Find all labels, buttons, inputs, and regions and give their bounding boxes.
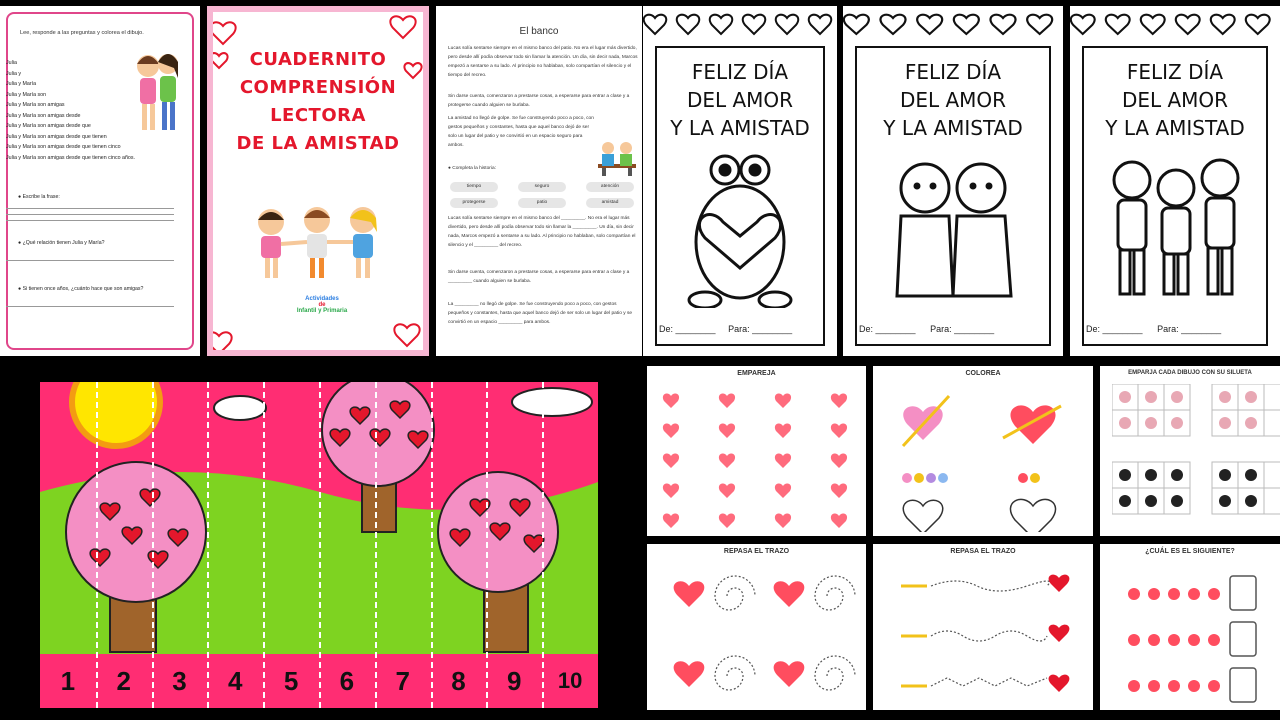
color-hearts-exercise	[893, 386, 1073, 532]
cover-title-line: LECTORA	[270, 105, 366, 126]
card-footer: De: ________ Para: ________	[1086, 324, 1222, 334]
complete-label: ● Completa la historia:	[448, 166, 496, 171]
puzzle-number: 10	[557, 668, 583, 693]
write-line	[6, 208, 174, 209]
cut-line	[431, 382, 433, 708]
activity-silhouette	[1100, 366, 1280, 536]
puzzle-number: 1	[60, 666, 76, 696]
question-write: ● Escribe la frase:	[18, 194, 60, 200]
brand-line: de	[318, 302, 326, 308]
activity-trace-spirals	[647, 544, 866, 710]
to-label: Para:	[930, 324, 952, 334]
cut-line	[542, 382, 544, 708]
activity-title: REPASA EL TRAZO	[723, 548, 790, 555]
reading-line: Julia y María son amigas desde	[6, 112, 81, 119]
from-label: De:	[659, 324, 674, 334]
reading-line: Julia y María son amigas desde que tienen cinco años.	[6, 154, 135, 161]
greeting-card-friends	[843, 6, 1063, 356]
puzzle-number: 5	[283, 666, 299, 696]
story-title: El banco	[519, 26, 559, 37]
write-line	[6, 214, 174, 215]
word-chip: patio	[518, 198, 566, 208]
cover-title-line: CUADERNITO	[249, 49, 387, 70]
brand-line: Infantil y Primaria	[296, 308, 348, 314]
puzzle-number: 4	[228, 666, 243, 696]
card-title-line: FELIZ DÍA	[1126, 60, 1224, 84]
card-title-line: Y LA AMISTAD	[670, 116, 810, 140]
card-title	[655, 58, 825, 142]
cover-title	[207, 46, 429, 158]
hearts-border	[643, 8, 841, 44]
cut-line	[263, 382, 265, 708]
spiral-tracing-exercise	[667, 566, 857, 706]
write-line	[6, 220, 174, 221]
line-tracing-exercise	[897, 566, 1077, 706]
word-chip: seguro	[518, 182, 566, 192]
reading-lines	[6, 58, 135, 163]
greeting-card-monster	[643, 6, 837, 356]
answer-line	[6, 306, 174, 307]
answer-line	[6, 260, 174, 261]
puzzle-number: 8	[451, 666, 466, 696]
puzzle-number: 9	[507, 666, 522, 696]
card-footer: De: ________ Para: ________	[659, 324, 793, 334]
brand-logo	[267, 296, 377, 314]
cover-title-line: COMPRENSIÓN	[239, 77, 397, 98]
three-kids-drawing	[1106, 154, 1246, 304]
fill-paragraph: Sin darse cuenta, comenzaron a prestarse cosas, a esperarse para entrar a clase y a _________ cuando alguien se burlaba.	[448, 270, 630, 284]
instruction-text: Lee, responde a las preguntas y colorea el dibujo.	[20, 30, 144, 36]
story-paragraph: Lucas solía sentarse siempre en el mismo banco del patio. No era el lugar más divertido, pero desde allí podía observar todo sin llamar la atención. Un día, sin decir nada, Marcos empezó a sentarse a su lado. Al principio no hablaban, solo compartían el silencio y el tiempo del recreo.	[448, 46, 638, 78]
card-title-line: FELIZ DÍA	[691, 60, 789, 84]
heart-pairs-grid	[657, 386, 857, 531]
puzzle-number: 3	[172, 666, 187, 696]
cover-title-line: DE LA AMISTAD	[236, 133, 400, 154]
question-text: Escribe la frase:	[22, 194, 60, 200]
story-paragraph: La amistad no llegó de golpe. Se fue construyendo poco a poco, con gestos pequeños y constantes, hasta que aquel banco dejó de ser solo un lugar del patio y se convirtió en un espacio seguro para ambos.	[448, 116, 594, 148]
word-chip: atención	[586, 182, 634, 192]
card-title-line: FELIZ DÍA	[904, 60, 1002, 84]
reading-line: Julia y María	[6, 81, 37, 87]
reading-line: Julia y María son amigas desde que tienen	[6, 133, 107, 140]
word-chip: tiempo	[450, 182, 498, 192]
hugging-friends-drawing	[873, 156, 1033, 306]
activity-title: ¿CUÁL ES EL SIGUIENTE?	[1145, 548, 1235, 555]
reading-line: Julia y María son amigas desde que	[6, 123, 91, 129]
cut-line	[207, 382, 209, 708]
silhouette-matching-grid	[1112, 384, 1280, 534]
cut-line	[152, 382, 154, 708]
puzzle-number: 2	[116, 666, 131, 696]
monster-with-heart-drawing	[675, 152, 805, 308]
card-title	[1082, 58, 1268, 142]
fill-paragraph: La _________ no llegó de golpe. Se fue construyendo poco a poco, con gestos pequeños y constantes, hasta que aquel banco dejó de ser solo un lugar del patio y se convirtió en un espacio _________ para ambos.	[448, 302, 633, 325]
activity-trace-lines	[873, 544, 1093, 710]
hearts-border	[1070, 8, 1280, 44]
two-girls-illustration	[130, 48, 186, 136]
reading-line: Julia y María son amigas desde que tienen cinco	[6, 144, 121, 150]
question-relation: ● ¿Qué relación tienen Julia y María?	[18, 240, 105, 246]
reading-line: Julia y María son	[6, 91, 47, 98]
number-puzzle	[40, 382, 598, 708]
fill-paragraph: Lucas solía sentarse siempre en el mismo banco del _________. No era el lugar más divertido, pero desde allí podía observar todo sin llamar la _________. Un día, sin decir nada, Marcos empezó a sentarse a su lado. Al principio no hablaban, solo compartían el silencio y el _________ del recreo.	[448, 216, 636, 248]
to-label: Para:	[1157, 324, 1179, 334]
from-label: De:	[1086, 324, 1101, 334]
card-title-line: Y LA AMISTAD	[883, 116, 1023, 140]
cut-line	[96, 382, 98, 708]
puzzle-number: 7	[395, 666, 410, 696]
cut-line	[486, 382, 488, 708]
card-title-line: Y LA AMISTAD	[1105, 116, 1245, 140]
from-label: De:	[859, 324, 874, 334]
question-text: ¿Qué relación tienen Julia y María?	[22, 240, 105, 246]
reading-worksheet	[0, 6, 200, 356]
sequence-exercise	[1126, 568, 1280, 708]
question-age: ● Si tienen once años, ¿cuánto hace que son amigas?	[18, 286, 144, 292]
activity-title: EMPARJA CADA DIBUJO CON SU SILUETA	[1128, 370, 1252, 376]
reading-line: Julia y	[6, 70, 22, 77]
card-title-line: DEL AMOR	[1121, 88, 1229, 112]
reading-line: Julia	[6, 60, 17, 66]
reading-line: Julia y María son amigas	[6, 102, 65, 108]
complete-label-text: Completa la historia:	[452, 166, 496, 171]
card-footer: De: ________ Para: ________	[859, 324, 995, 334]
activity-title: COLOREA	[965, 370, 1001, 377]
to-label: Para:	[728, 324, 750, 334]
greeting-card-three-kids	[1070, 6, 1280, 356]
activity-title: REPASA EL TRAZO	[950, 548, 1016, 555]
card-title-line: DEL AMOR	[686, 88, 794, 112]
activity-sequence	[1100, 544, 1280, 710]
hearts-border	[843, 8, 1063, 44]
brand-line: Actividades	[305, 296, 339, 302]
story-paragraph: Sin darse cuenta, comenzaron a prestarse cosas, a esperarse para entrar a clase y a protegerse cuando alguien se burlaba.	[448, 94, 630, 108]
card-title	[855, 58, 1051, 142]
question-text: Si tienen once años, ¿cuánto hace que son amigas?	[22, 286, 144, 292]
word-chip: protegerse	[450, 198, 498, 208]
puzzle-number: 6	[339, 666, 355, 696]
activity-color	[873, 366, 1093, 536]
cut-line	[375, 382, 377, 708]
word-chip: amistad	[586, 198, 634, 208]
activity-title: EMPAREJA	[737, 370, 776, 377]
bank-story-worksheet	[436, 6, 642, 356]
cut-line	[319, 382, 321, 708]
card-title-line: DEL AMOR	[899, 88, 1007, 112]
activity-match	[647, 366, 866, 536]
kids-holding-hands-illustration	[247, 202, 387, 282]
booklet-cover	[207, 6, 429, 356]
